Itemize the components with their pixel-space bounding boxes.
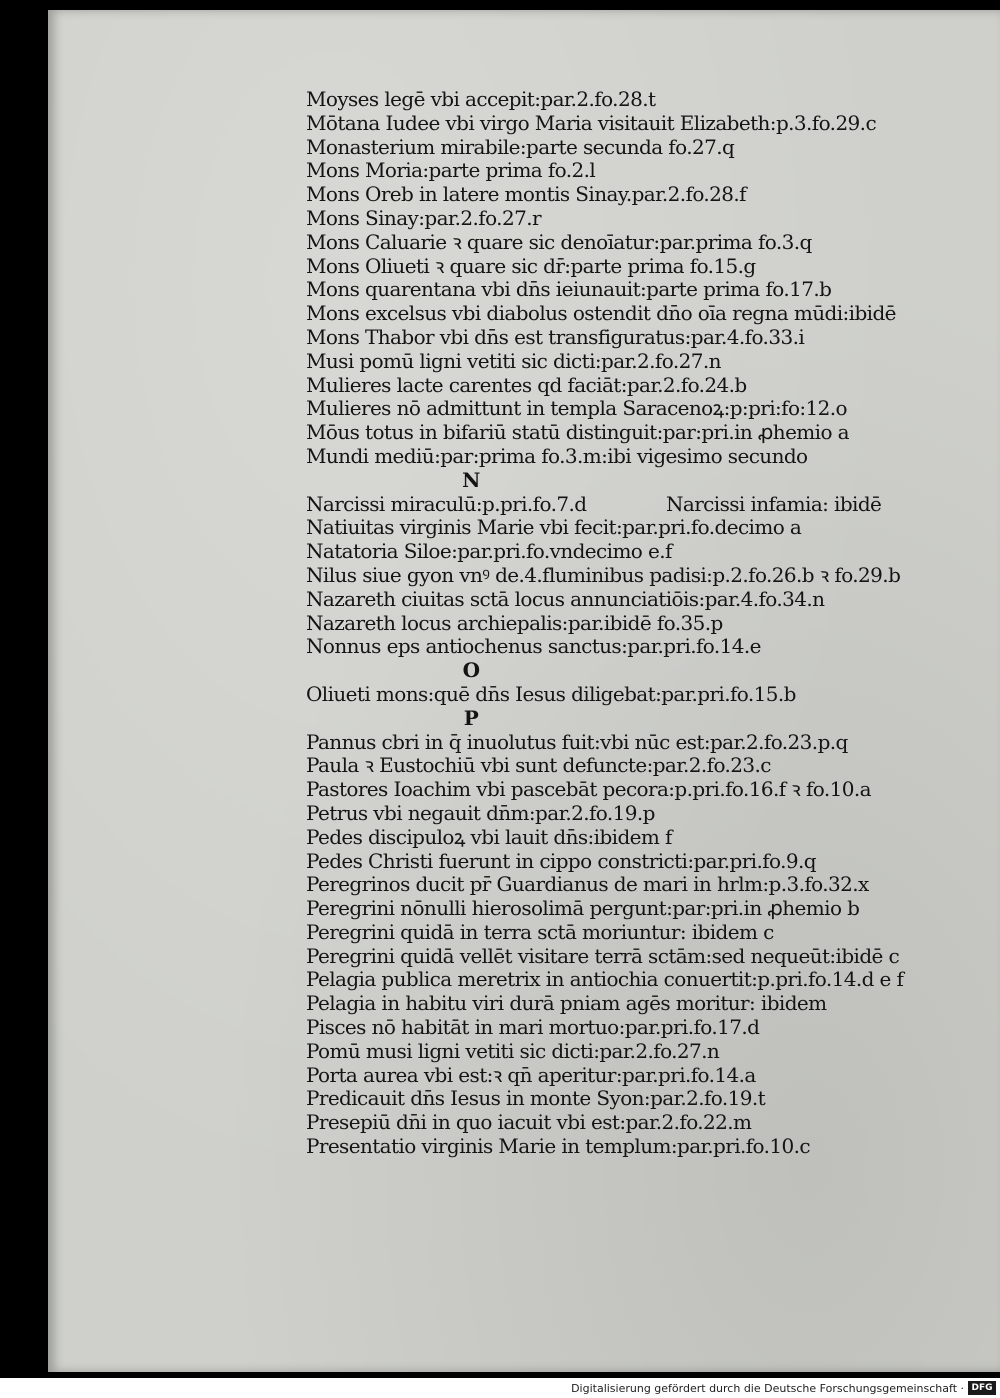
index-entry: Mons Moria:parte prima fo.2.l	[306, 158, 596, 183]
index-entry: Pannus cbri in q̄ inuolutus fuit:vbi nūc est:par.2.fo.23.p.q	[306, 729, 848, 754]
index-entry: Pomū musi ligni vetiti sic dicti:par.2.fo.27.n	[306, 1038, 720, 1063]
index-entry: Mons Oreb in latere montis Sinay.par.2.fo.28.f	[306, 182, 746, 207]
index-entry: Mons Oliueti ꝛ quare sic dr̄:parte prima fo.15.g	[306, 253, 756, 278]
index-entry: Mundi mediū:par:prima fo.3.m:ibi vigesimo secundo	[306, 443, 808, 468]
index-entry: Mons Caluarie ꝛ quare sic denoīatur:par.prima fo.3.q	[306, 229, 812, 254]
section-letter-o: O	[462, 658, 480, 683]
index-entry: Pelagia publica meretrix in antiochia conuertit:p.pri.fo.14.d e f	[306, 967, 904, 992]
section-letter-p: P	[463, 705, 479, 730]
index-entry: Mulieres lacte carentes qd faciāt:par.2.fo.24.b	[306, 372, 747, 397]
index-entry: Nonnus eps antiochenus sanctus:par.pri.fo.14.e	[306, 634, 761, 659]
index-entry: Pedes discipuloꝝ vbi lauit dn̄s:ibidem f	[306, 824, 672, 849]
index-entry: Mōus totus in bifariū statū distinguit:par:pri.in ꝓhemio a	[306, 420, 849, 445]
index-entry: Pelagia in habitu viri durā pniam agēs moritur: ibidem	[306, 991, 827, 1016]
index-entry: Porta aurea vbi est:ꝛ qn̄ aperitur:par.pri.fo.14.a	[306, 1062, 756, 1087]
index-entry: Nilus siue gyon vnꝰ de.4.fluminibus padisi:p.2.fo.26.b ꝛ fo.29.b	[306, 562, 901, 587]
index-entry: Nazareth ciuitas sctā locus annunciatiōis:par.4.fo.34.n	[306, 586, 825, 611]
index-entry: Nazareth locus archiepalis:par.ibidē fo.35.p	[306, 610, 723, 635]
index-entry: Natatoria Siloe:par.pri.fo.vndecimo e.f	[306, 539, 672, 564]
section-letter-n: N	[462, 467, 480, 492]
index-entry: Musi pomū ligni vetiti sic dicti:par.2.fo.27.n	[306, 348, 721, 373]
index-entry: Presepiū dn̄i in quo iacuit vbi est:par.2.fo.22.m	[306, 1110, 752, 1135]
index-entry: Moyses legē vbi accepit:par.2.fo.28.t	[306, 87, 656, 111]
index-entry: Peregrini nōnulli hierosolimā pergunt:par:pri.in ꝓhemio b	[306, 896, 860, 921]
index-entry: Mōtana Iudee vbi virgo Maria visitauit Elizabeth:p.3.fo.29.c	[306, 110, 877, 135]
index-entry: Mons Thabor vbi dn̄s est transfiguratus:par.4.fo.33.i	[306, 324, 805, 349]
index-entry: Mons quarentana vbi dn̄s ieiunauit:parte prima fo.17.b	[306, 277, 832, 302]
index-entry: Natiuitas virginis Marie vbi fecit:par.pri.fo.decimo a	[306, 515, 802, 540]
index-entry: Presentatio virginis Marie in templum:par.pri.fo.10.c	[306, 1134, 811, 1159]
index-entry: Pisces nō habitāt in mari mortuo:par.pri.fo.17.d	[306, 1015, 760, 1040]
index-entry: Peregrinos ducit pr̄ Guardianus de mari in hrlm:p.3.fo.32.x	[306, 872, 869, 897]
index-entry: Pastores Ioachim vbi pascebāt pecora:p.pri.fo.16.f ꝛ fo.10.a	[306, 777, 871, 802]
index-entry: Monasterium mirabile:parte secunda fo.27.q	[306, 134, 735, 159]
index-entry: Pedes Christi fuerunt in cippo constricti:par.pri.fo.9.q	[306, 848, 816, 873]
index-entry: Mons Sinay:par.2.fo.27.r	[306, 205, 541, 230]
index-entry: Petrus vbi negauit dn̄m:par.2.fo.19.p	[306, 800, 655, 825]
index-text-block	[306, 88, 966, 1159]
index-entry: Peregrini quidā vellēt visitare terrā sctām:sed nequeūt:ibidē c	[306, 943, 900, 968]
index-entry: Peregrini quidā in terra sctā moriuntur: ibidem c	[306, 919, 774, 944]
dfg-logo: DFG	[968, 1381, 996, 1395]
index-entry-pair	[306, 493, 966, 517]
book-page	[48, 10, 1000, 1372]
index-entry: Mons excelsus vbi diabolus ostendit dn̄o oīa regna mūdi:ibidē	[306, 301, 896, 326]
digitization-footer	[0, 1378, 1000, 1398]
index-entry: Predicauit dn̄s Iesus in monte Syon:par.2.fo.19.t	[306, 1086, 766, 1111]
index-entry: Oliueti mons:quē dn̄s Iesus diligebat:par.pri.fo.15.b	[306, 681, 796, 706]
funding-credit: Digitalisierung gefördert durch die Deutsche Forschungsgemeinschaft ·	[571, 1382, 964, 1395]
index-entry: Paula ꝛ Eustochiū vbi sunt defuncte:par.2.fo.23.c	[306, 753, 771, 778]
index-entry: Narcissi miraculū:p.pri.fo.7.d	[306, 491, 587, 516]
index-entry: Narcissi infamia: ibidē	[666, 491, 882, 516]
index-entry: Mulieres nō admittunt in templa Saracenoꝝ:p:pri:fo:12.o	[306, 396, 847, 421]
